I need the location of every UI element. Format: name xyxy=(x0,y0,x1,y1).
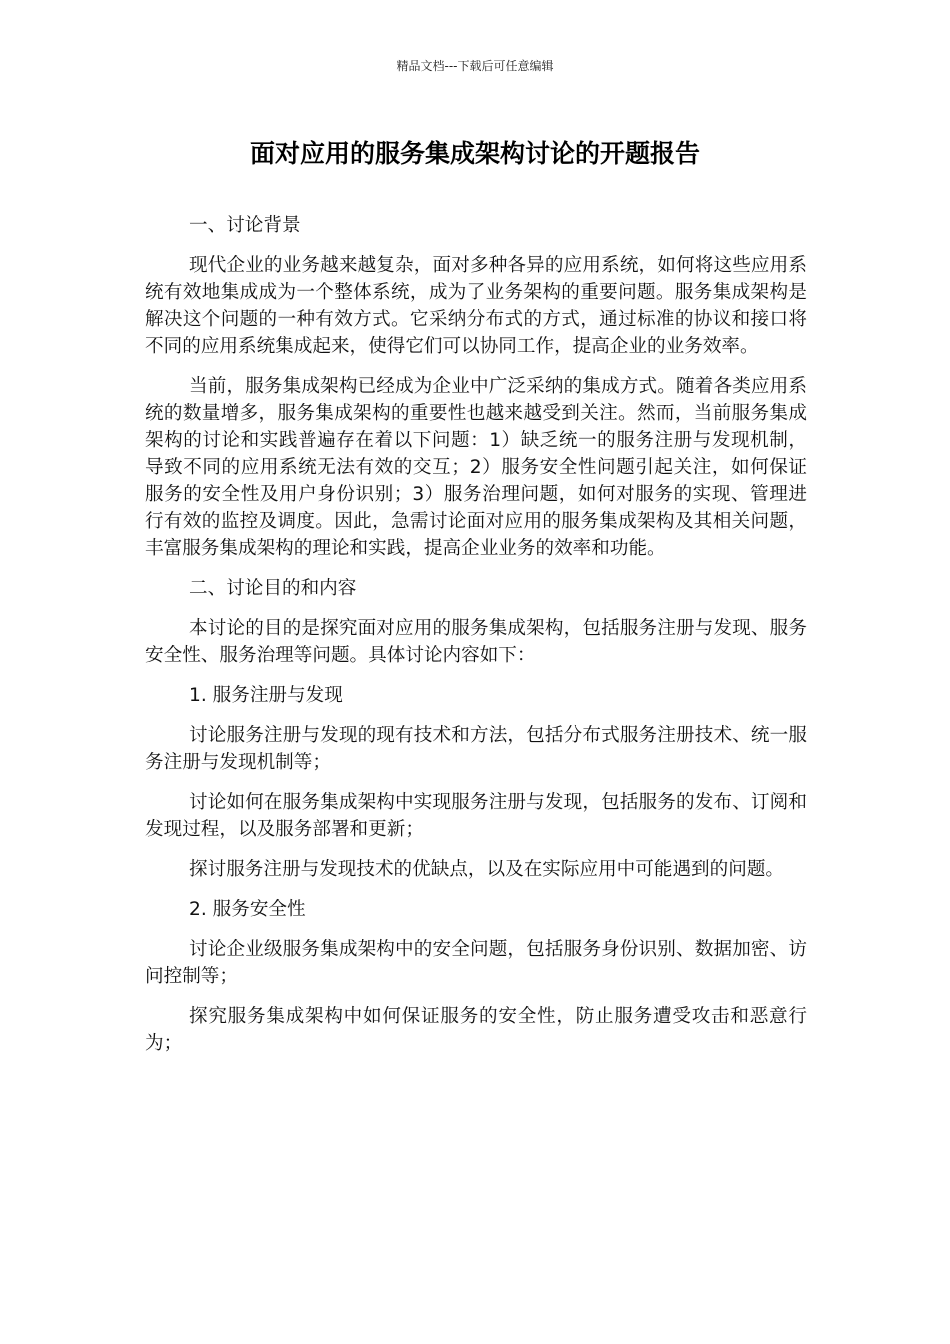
page-header: 精品文档---下载后可任意编辑 xyxy=(396,59,554,73)
subsection-heading-registry: 1. 服务注册与发现 xyxy=(189,685,343,706)
paragraph: 探讨服务注册与发现技术的优缺点，以及在实际应用中可能遇到的问题。 xyxy=(189,859,785,880)
document-body xyxy=(145,212,807,1070)
section-heading-background: 一、讨论背景 xyxy=(189,215,301,236)
section-heading-purpose: 二、讨论目的和内容 xyxy=(189,578,357,599)
document-title: 面对应用的服务集成架构讨论的开题报告 xyxy=(249,139,700,168)
paragraph: 讨论服务注册与发现的现有技术和方法，包括分布式服务注册技术、统一服务注册与发现机制等； xyxy=(145,725,807,773)
subsection-heading-security: 2. 服务安全性 xyxy=(189,899,306,920)
paragraph: 现代企业的业务越来越复杂，面对多种各异的应用系统，如何将这些应用系统有效地集成成为一个整体系统，成为了业务架构的重要问题。服务集成架构是解决这个问题的一种有效方式。它采纳分布式的方式，通过标准的协议和接口将不同的应用系统集成起来，使得它们可以协同工作，提高企业的业务效率。 xyxy=(145,255,807,357)
paragraph: 讨论如何在服务集成架构中实现服务注册与发现，包括服务的发布、订阅和发现过程，以及服务部署和更新； xyxy=(145,792,807,840)
paragraph: 探究服务集成架构中如何保证服务的安全性，防止服务遭受攻击和恶意行为； xyxy=(145,1006,807,1054)
paragraph: 本讨论的目的是探究面对应用的服务集成架构，包括服务注册与发现、服务安全性、服务治理等问题。具体讨论内容如下： xyxy=(145,618,807,666)
paragraph: 当前，服务集成架构已经成为企业中广泛采纳的集成方式。随着各类应用系统的数量增多，服务集成架构的重要性也越来越受到关注。然而，当前服务集成架构的讨论和实践普遍存在着以下问题：1）缺乏统一的服务注册与发现机制，导致不同的应用系统无法有效的交互；2）服务安全性问题引起关注，如何保证服务的安全性及用户身份识别；3）服务治理问题，如何对服务的实现、管理进行有效的监控及调度。因此，急需讨论面对应用的服务集成架构及其相关问题，丰富服务集成架构的理论和实践，提高企业业务的效率和功能。 xyxy=(145,376,807,559)
paragraph: 讨论企业级服务集成架构中的安全问题，包括服务身份识别、数据加密、访问控制等； xyxy=(145,939,807,987)
